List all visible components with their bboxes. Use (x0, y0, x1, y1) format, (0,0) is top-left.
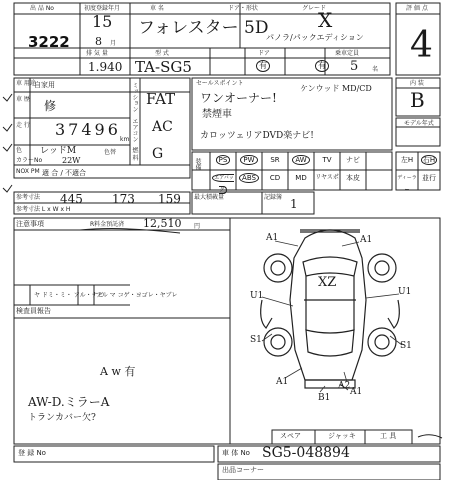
mileage-value: 37496 (55, 120, 121, 139)
equip-pw: PW (236, 154, 262, 166)
color-label: 色 (16, 147, 23, 154)
history-value: 修 (44, 99, 57, 113)
inspector-note-2: トランカバー欠? (28, 413, 96, 423)
car-diagram (261, 230, 400, 388)
interior-value: B (410, 88, 425, 112)
lot-label: 出 品 No (30, 5, 54, 12)
prep-corner-label: 出品コーナー (222, 466, 264, 474)
caution-label: 注意事項 (16, 220, 44, 228)
damage-mark: S1 (400, 341, 412, 351)
type-value: TA-SG5 (135, 58, 192, 76)
mileage-unit: km (120, 136, 130, 143)
damage-mark: A1 (360, 235, 373, 245)
recycle-unit: 円 (194, 223, 201, 230)
equip-rear-spoiler: リヤスポ (315, 174, 339, 181)
score-value: 4 (410, 25, 433, 66)
equip-parallel: 並行 (422, 174, 436, 182)
type-label: 型 式 (155, 50, 169, 57)
doors-label: ドア (258, 50, 270, 57)
equip-sr: SR (270, 156, 280, 164)
dim-width: 173 (112, 192, 135, 206)
interior-label: 内 装 (410, 80, 424, 87)
sales-point-line2: 禁煙車 (202, 109, 232, 120)
seats-label: 乗車定員 (335, 50, 360, 57)
spare-label: スペア (280, 432, 301, 440)
nox-value: 適 合 / 不適合 (42, 169, 87, 177)
equip-ps: PS (210, 154, 236, 166)
damage-mark: A1 (266, 233, 279, 243)
equip-left-hand: 左H (400, 156, 414, 164)
equip-airbag: エアバッグ (214, 175, 234, 193)
fuel-value: G (152, 146, 164, 162)
sales-point-label: セールスポイント (196, 80, 244, 87)
sales-point-line3: カロッツェリアDVD楽ナビ! (200, 131, 314, 141)
equipment-label: 装備 (194, 158, 201, 170)
seats-value: 5 (350, 59, 359, 74)
reg-month: 8 (95, 35, 102, 48)
grade-value: X (318, 8, 333, 32)
history-label: 車 歴 (16, 96, 30, 103)
damage-mark: A1 (276, 377, 289, 387)
chassis-value: SG5-048894 (262, 445, 350, 461)
door-circle-2: 有 (315, 60, 329, 72)
equip-leather: 本皮 (346, 174, 360, 182)
model-label: 車 名 (150, 5, 164, 12)
jack-label: ジャッキ (328, 432, 356, 440)
damage-mark: U1 (250, 291, 264, 301)
dim-height: 159 (158, 192, 181, 206)
reg-year: 15 (92, 12, 113, 31)
damage-mark: XZ (318, 275, 337, 290)
door-label: ドア・形状 (228, 5, 258, 12)
damage-mark: U1 (398, 287, 412, 297)
use-label: 車 用途 (16, 80, 36, 87)
first-reg-label: 初度登録年月 (84, 5, 121, 12)
reg-month-unit: 月 (110, 40, 117, 47)
recycle-label: R料金預託済 (90, 221, 125, 228)
equip-navi: ナビ (346, 156, 360, 164)
mileage-label: 走 行 (16, 122, 30, 129)
chassis-label: 車 体 No (222, 449, 250, 457)
score-label: 評 価 点 (406, 5, 428, 12)
displacement-value: 1.940 (88, 60, 123, 74)
grade-label: グレード (302, 5, 327, 12)
recycle-value: 12,510 (143, 217, 182, 230)
use-value: 自家用 (34, 81, 55, 89)
equip-md: MD (295, 174, 307, 182)
mission-label: ミッション (131, 82, 138, 112)
inspector-note-center: A w 有 (100, 365, 136, 378)
damage-mark: A1 (350, 387, 363, 397)
displacement-label: 排 気 量 (86, 50, 108, 57)
options-right: アル マ コゲ・ヨゴレ・ヤブレ (96, 292, 178, 299)
inspector-label: 検査員報告 (16, 307, 51, 315)
damage-mark: B1 (318, 393, 331, 403)
lot-number: 3222 (28, 33, 70, 51)
seats-unit: 名 (372, 66, 379, 73)
dim-length: 445 (60, 192, 83, 206)
nox-label: NOX PM (16, 168, 40, 175)
equip-cd: CD (269, 174, 281, 182)
grade-note: パノラ/パックエディション (266, 33, 364, 42)
fuel-label: 燃 料 (131, 147, 138, 161)
equip-abs: ABS (236, 172, 262, 184)
sales-point-note: ケンウッド MD/CD (300, 84, 372, 93)
car-name: フォレスター 5D (138, 18, 269, 38)
record-label: 記録簿 (264, 194, 283, 201)
damage-mark: A2 (338, 381, 351, 391)
damage-mark: S1 (250, 335, 262, 345)
equip-tv: TV (322, 156, 332, 164)
tools-label: 工 具 (380, 432, 397, 440)
aircon-label: エアコン (131, 118, 138, 142)
dim-note: 参考寸法 L x W x H (16, 206, 71, 213)
door-circle: 有 (256, 60, 270, 72)
equip-aw: AW (288, 154, 314, 166)
equip-dealer: ディーラー (397, 175, 417, 193)
color-change-label: 色替 (104, 149, 117, 156)
record-value: 1 (290, 197, 298, 211)
options-label: ヤ ドミ・ミ・ アル・ナビ (34, 292, 104, 299)
color-value: レッドM (40, 146, 77, 156)
inspector-note-1: AW-D.ミラーA (28, 395, 110, 409)
color-no-label: カラーNo (16, 157, 43, 164)
register-label: 登 録 No (18, 449, 46, 457)
aircon-value: AC (152, 119, 173, 135)
color-no-value: 22W (62, 156, 81, 165)
dimensions-label: 参考寸法 (16, 194, 41, 201)
loading-label: 最大積載量 (194, 194, 225, 201)
model-year-label: モデル年式 (404, 120, 434, 127)
mission-value: FAT (146, 90, 176, 108)
sales-point-line1: ワンオーナー! (200, 91, 277, 105)
equip-right-hand: 右H (422, 156, 436, 164)
